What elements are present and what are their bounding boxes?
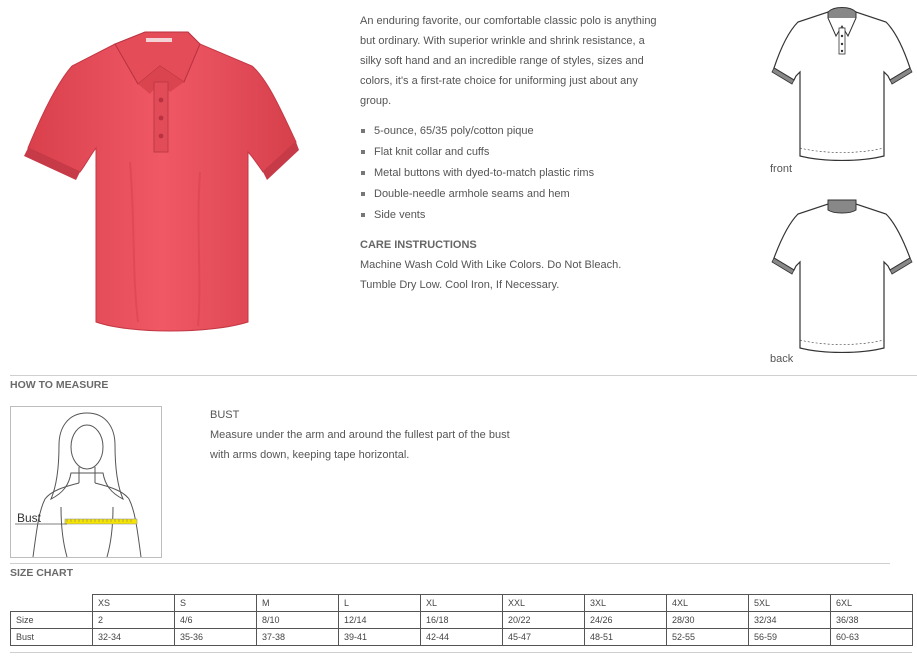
row-label-cell: Bust [11,629,93,646]
table-corner-cell [11,595,93,612]
size-chart-title: SIZE CHART [10,567,73,579]
front-label: front [770,163,793,175]
size-header-cell: L [339,595,421,612]
description-line: but ordinary. With superior wrinkle and shrink resistance, a [360,35,645,47]
back-flat-sketch [770,196,915,353]
bust-measure-figure [10,406,162,558]
table-cell: 24/26 [585,612,667,629]
size-header-cell: 6XL [831,595,913,612]
feature-text: Double-needle armhole seams and hem [374,188,570,200]
bust-heading: BUST [210,409,240,421]
bullet-icon [361,129,365,133]
table-cell: 12/14 [339,612,421,629]
size-header-cell: M [257,595,339,612]
bust-figure-label: Bust [17,511,42,525]
care-instructions-title: CARE INSTRUCTIONS [360,239,477,251]
size-header-cell: S [175,595,257,612]
table-cell: 45-47 [503,629,585,646]
table-cell: 32-34 [93,629,175,646]
description-line: An enduring favorite, our comfortable classic polo is anything [360,15,657,27]
table-row [11,612,913,629]
section-divider [10,375,917,376]
table-row [11,629,913,646]
bullet-icon [361,213,365,217]
table-cell: 32/34 [749,612,831,629]
feature-item [360,163,660,184]
how-to-measure-title: HOW TO MEASURE [10,379,109,391]
bust-instruction-line: with arms down, keeping tape horizontal. [210,449,410,461]
size-header-cell: XL [421,595,503,612]
section-divider [10,563,890,564]
table-cell: 42-44 [421,629,503,646]
description-line: silky soft hand and an incredible range of styles, sizes and [360,55,644,67]
feature-text: Side vents [374,209,426,221]
bust-figure-illustration [11,407,161,557]
row-label-cell: Size [11,612,93,629]
care-instruction-line: Machine Wash Cold With Like Colors. Do Not Bleach. [360,259,622,271]
size-header-cell: 4XL [667,595,749,612]
size-chart-table [10,594,913,646]
feature-item [360,121,660,142]
bust-instruction-line: Measure under the arm and around the fullest part of the bust [210,429,510,441]
table-cell: 4/6 [175,612,257,629]
size-header-cell: 5XL [749,595,831,612]
description-line: colors, it's a first-rate choice for uniforming just about any [360,75,638,87]
size-header-row [11,595,913,612]
section-divider [10,652,912,653]
table-cell: 48-51 [585,629,667,646]
bullet-icon [361,171,365,175]
size-header-cell: 3XL [585,595,667,612]
feature-item [360,142,660,163]
size-header-cell: XS [93,595,175,612]
table-cell: 20/22 [503,612,585,629]
table-cell: 60-63 [831,629,913,646]
table-cell: 28/30 [667,612,749,629]
bullet-icon [361,192,365,196]
feature-text: 5-ounce, 65/35 poly/cotton pique [374,125,534,137]
table-cell: 2 [93,612,175,629]
table-cell: 52-55 [667,629,749,646]
bullet-icon [361,150,365,154]
table-cell: 16/18 [421,612,503,629]
feature-text: Metal buttons with dyed-to-match plastic rims [374,167,595,179]
table-cell: 39-41 [339,629,421,646]
product-image [20,22,300,340]
back-label: back [770,353,794,365]
table-cell: 37-38 [257,629,339,646]
table-cell: 35-36 [175,629,257,646]
table-cell: 36/38 [831,612,913,629]
feature-list [360,121,660,226]
size-header-cell: XXL [503,595,585,612]
table-cell: 56-59 [749,629,831,646]
care-instruction-line: Tumble Dry Low. Cool Iron, If Necessary. [360,279,560,291]
table-cell: 8/10 [257,612,339,629]
front-flat-sketch [770,6,915,161]
description-line: group. [360,95,392,107]
feature-item [360,184,660,205]
feature-text: Flat knit collar and cuffs [374,146,490,158]
product-description [360,11,670,111]
feature-item [360,205,660,226]
